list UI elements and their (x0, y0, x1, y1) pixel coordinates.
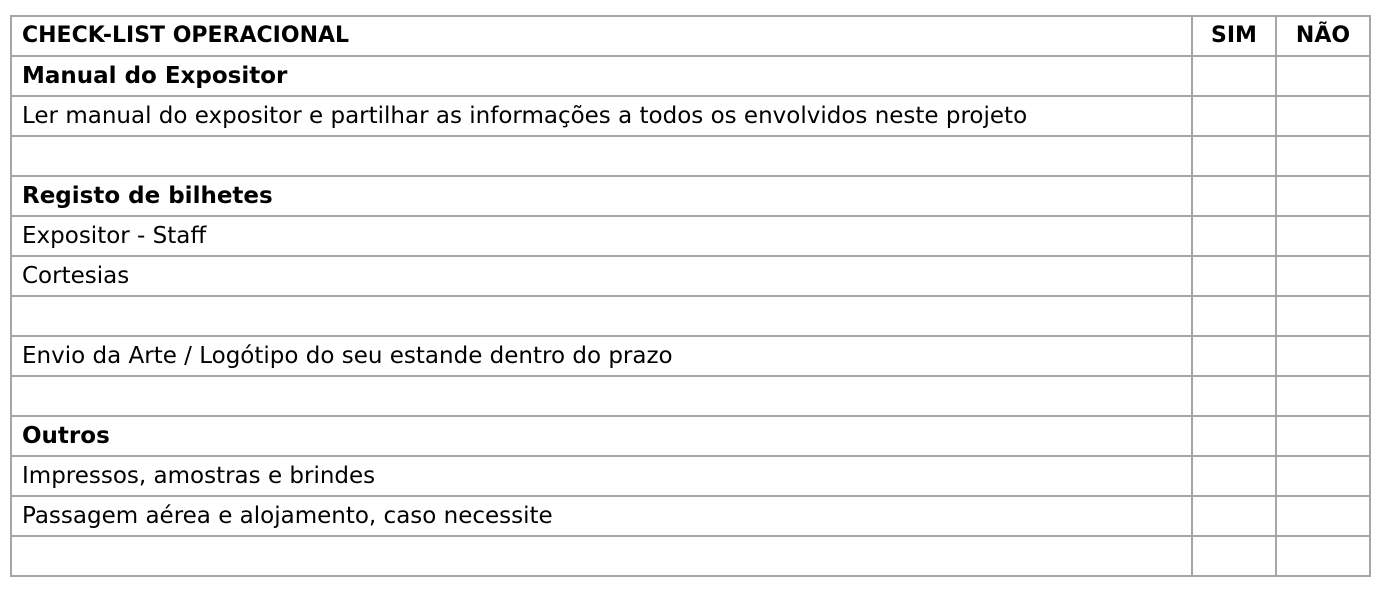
section-row (11, 416, 1370, 456)
table-row (11, 96, 1370, 136)
nao-column-header: NÃO (1276, 16, 1370, 56)
item-text (11, 136, 1192, 176)
sim-cell[interactable] (1192, 216, 1276, 256)
blank-row (11, 136, 1370, 176)
item-text: Passagem aérea e alojamento, caso necessite (11, 496, 1192, 536)
item-text: Envio da Arte / Logótipo do seu estande dentro do prazo (11, 336, 1192, 376)
item-text (11, 296, 1192, 336)
item-text: Cortesias (11, 256, 1192, 296)
blank-row (11, 376, 1370, 416)
item-text (11, 536, 1192, 576)
table-row (11, 216, 1370, 256)
nao-cell[interactable] (1276, 176, 1370, 216)
sim-cell[interactable] (1192, 536, 1276, 576)
item-text: Impressos, amostras e brindes (11, 456, 1192, 496)
sim-cell[interactable] (1192, 136, 1276, 176)
sim-cell[interactable] (1192, 256, 1276, 296)
section-title: Manual do Expositor (11, 56, 1192, 96)
nao-cell[interactable] (1276, 296, 1370, 336)
sim-column-header: SIM (1192, 16, 1276, 56)
nao-cell[interactable] (1276, 96, 1370, 136)
nao-cell[interactable] (1276, 456, 1370, 496)
sim-cell[interactable] (1192, 296, 1276, 336)
table-row (11, 496, 1370, 536)
blank-row (11, 536, 1370, 576)
nao-cell[interactable] (1276, 416, 1370, 456)
section-title: Registo de bilhetes (11, 176, 1192, 216)
table-row (11, 256, 1370, 296)
nao-cell[interactable] (1276, 496, 1370, 536)
sim-cell[interactable] (1192, 496, 1276, 536)
sim-cell[interactable] (1192, 416, 1276, 456)
nao-cell[interactable] (1276, 376, 1370, 416)
table-row (11, 336, 1370, 376)
section-row (11, 56, 1370, 96)
nao-cell[interactable] (1276, 56, 1370, 96)
nao-cell[interactable] (1276, 216, 1370, 256)
table-row (11, 456, 1370, 496)
sim-cell[interactable] (1192, 456, 1276, 496)
sim-cell[interactable] (1192, 336, 1276, 376)
item-text (11, 376, 1192, 416)
nao-cell[interactable] (1276, 136, 1370, 176)
item-text: Expositor - Staff (11, 216, 1192, 256)
sim-cell[interactable] (1192, 56, 1276, 96)
section-row (11, 176, 1370, 216)
checklist-title: CHECK-LIST OPERACIONAL (11, 16, 1192, 56)
item-text: Ler manual do expositor e partilhar as informações a todos os envolvidos neste projeto (11, 96, 1192, 136)
nao-cell[interactable] (1276, 256, 1370, 296)
header-row (11, 16, 1370, 56)
sim-cell[interactable] (1192, 376, 1276, 416)
blank-row (11, 296, 1370, 336)
nao-cell[interactable] (1276, 336, 1370, 376)
sim-cell[interactable] (1192, 176, 1276, 216)
nao-cell[interactable] (1276, 536, 1370, 576)
section-title: Outros (11, 416, 1192, 456)
sim-cell[interactable] (1192, 96, 1276, 136)
checklist-table (10, 15, 1371, 577)
